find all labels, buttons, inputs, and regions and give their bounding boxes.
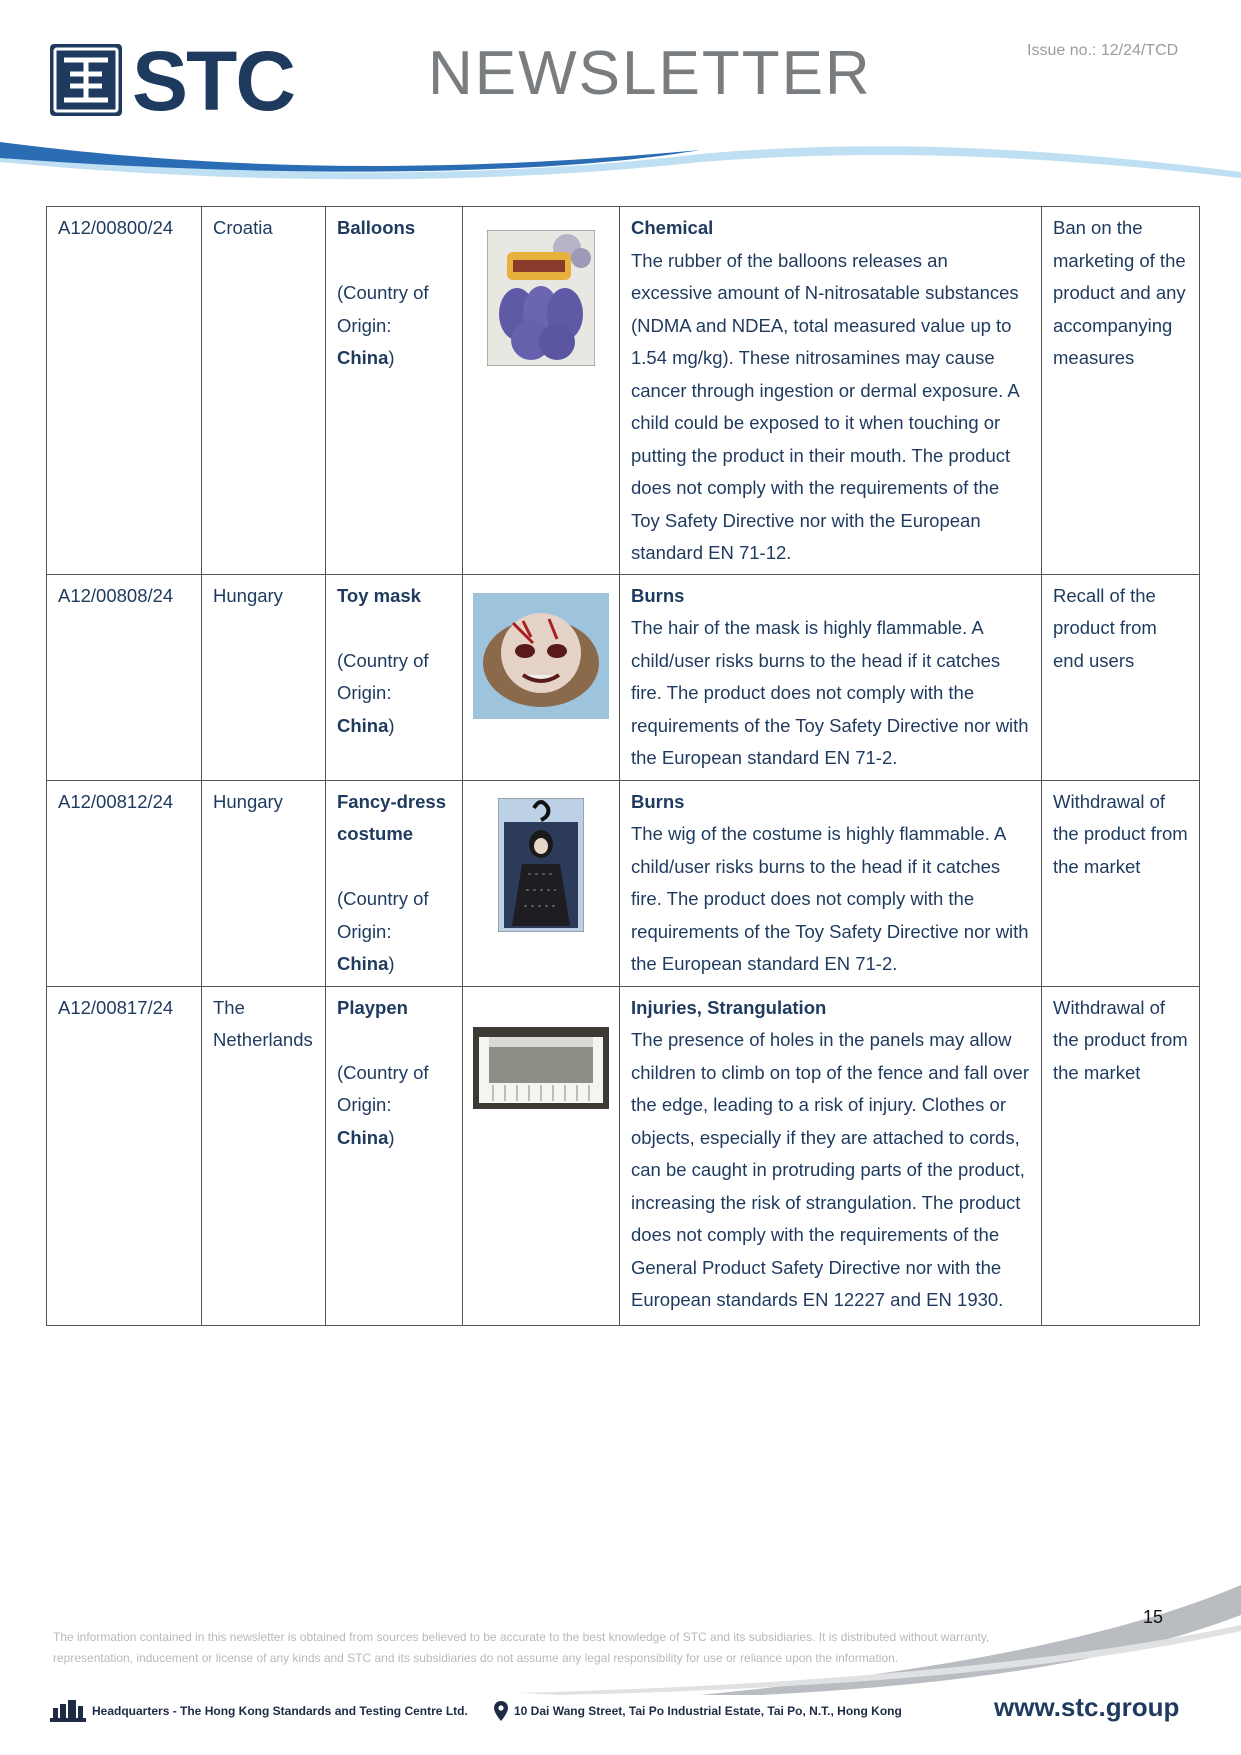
origin-prefix: (Country of Origin: xyxy=(337,649,429,703)
country-cell xyxy=(202,780,326,986)
origin-suffix: ) xyxy=(388,1126,395,1148)
origin-prefix: (Country of Origin: xyxy=(337,888,429,942)
issue-number: Issue no.: 12/24/TCD xyxy=(1027,42,1179,59)
country-cell xyxy=(202,207,326,575)
product-name: Fancy-dress costume xyxy=(337,790,446,844)
measures-cell xyxy=(1042,207,1200,575)
country-of-origin xyxy=(337,277,452,375)
product-name: Playpen xyxy=(337,996,408,1018)
website-link[interactable]: www.stc.group xyxy=(994,1692,1180,1722)
risk-type: Chemical xyxy=(631,217,714,238)
table-row xyxy=(47,780,1200,986)
location-pin-icon xyxy=(494,1701,508,1721)
address xyxy=(494,1698,902,1724)
reference-cell xyxy=(47,207,202,575)
country-of-origin xyxy=(337,1057,452,1155)
origin-prefix: (Country of Origin: xyxy=(337,1061,429,1115)
recall-table xyxy=(46,206,1199,1326)
reference-number: A12/00800/24 xyxy=(58,217,174,238)
country-cell xyxy=(202,986,326,1325)
risk-cell xyxy=(620,986,1042,1325)
risk-type: Burns xyxy=(631,584,685,606)
headquarters xyxy=(50,1698,468,1724)
reference-cell xyxy=(47,986,202,1325)
risk-description: The wig of the costume is highly flammable. A child/user risks burns to the head if it catches fire. The product does not comply with the requirements of the Toy Safety Directive nor with the European standard EN 71-2. xyxy=(631,823,1029,974)
measures-taken: Ban on the marketing of the product and any accompanying measures xyxy=(1053,217,1186,368)
product-cell xyxy=(326,986,463,1325)
toy-mask-photo xyxy=(473,593,609,730)
country-of-origin xyxy=(337,883,452,981)
risk-cell xyxy=(620,207,1042,575)
disclaimer-text: The information contained in this newsletter is obtained from sources believed to be accurate to the best knowledge of STC and its subsidiaries. It is distributed without warranty, representation, inducement or license of any kinds and STC and its subsidiaries do not assume any legal responsibility for use or reliance upon the information. xyxy=(53,1630,990,1665)
notifying-country: Hungary xyxy=(213,790,283,812)
measures-cell xyxy=(1042,986,1200,1325)
origin-country: China xyxy=(337,347,389,368)
product-name: Balloons xyxy=(337,217,416,238)
table-row xyxy=(47,574,1200,780)
page-number: 15 xyxy=(1143,1607,1164,1627)
reference-cell xyxy=(47,574,202,780)
reference-number: A12/00808/24 xyxy=(58,584,174,606)
notifying-country: Croatia xyxy=(213,217,273,238)
image-cell xyxy=(463,986,620,1325)
origin-suffix: ) xyxy=(388,347,395,368)
balloons-package-photo xyxy=(487,230,595,377)
image-cell xyxy=(463,780,620,986)
risk-cell xyxy=(620,574,1042,780)
table-row xyxy=(47,207,1200,575)
newsletter-title: NEWSLETTER xyxy=(428,39,872,108)
building-icon xyxy=(50,1700,86,1722)
measures-cell xyxy=(1042,574,1200,780)
reference-cell xyxy=(47,780,202,986)
country-cell xyxy=(202,574,326,780)
origin-country: China xyxy=(337,714,389,736)
measures-taken: Withdrawal of the product from the market xyxy=(1053,790,1188,877)
notifying-country: Hungary xyxy=(213,584,283,606)
product-cell xyxy=(326,780,463,986)
product-cell xyxy=(326,207,463,575)
measures-taken: Withdrawal of the product from the market xyxy=(1053,996,1188,1083)
risk-cell xyxy=(620,780,1042,986)
image-cell xyxy=(463,574,620,780)
country-of-origin xyxy=(337,645,452,743)
header-swoosh xyxy=(0,140,1241,200)
risk-type: Burns xyxy=(631,790,685,812)
product-name: Toy mask xyxy=(337,584,421,606)
address-text: 10 Dai Wang Street, Tai Po Industrial Estate, Tai Po, N.T., Hong Kong xyxy=(514,1704,902,1718)
reference-number: A12/00817/24 xyxy=(58,996,174,1018)
risk-type: Injuries, Strangulation xyxy=(631,996,827,1018)
risk-description: The hair of the mask is highly flammable. A child/user risks burns to the head if it catches fire. The product does not comply with the requirements of the Toy Safety Directive nor with the European standard EN 71-2. xyxy=(631,617,1029,768)
measures-cell xyxy=(1042,780,1200,986)
risk-description: The presence of holes in the panels may allow children to climb on top of the fence and fall over the edge, leading to a risk of injury. Clothes or objects, especially if they are attached to cords, can be caught in protruding parts of the product, increasing the risk of strangulation. The product does not comply with the requirements of the General Product Safety Directive nor with the European standards EN 12227 and EN 1930. xyxy=(631,1029,1029,1310)
headquarters-text: Headquarters - The Hong Kong Standards and Testing Centre Ltd. xyxy=(92,1704,468,1718)
origin-country: China xyxy=(337,953,389,974)
reference-number: A12/00812/24 xyxy=(58,790,174,812)
table-row xyxy=(47,986,1200,1325)
product-cell xyxy=(326,574,463,780)
page-header xyxy=(0,0,1241,200)
costume-photo xyxy=(498,798,584,943)
measures-taken: Recall of the product from end users xyxy=(1053,584,1157,671)
notifying-country: The Netherlands xyxy=(213,996,313,1050)
playpen-photo xyxy=(473,1027,609,1120)
origin-suffix: ) xyxy=(388,714,395,736)
origin-suffix: ) xyxy=(388,953,395,974)
image-cell xyxy=(463,207,620,575)
origin-country: China xyxy=(337,1126,389,1148)
risk-description: The rubber of the balloons releases an excessive amount of N-nitrosatable substances (NDMA and NDEA, total measured value up to 1.54 mg/kg). These nitrosamines may cause cancer through ingestion or dermal exposure. A child could be exposed to it when touching or putting the product in their mouth. The product does not comply with the requirements of the Toy Safety Directive nor with the European standard EN 71-12. xyxy=(631,249,1019,563)
logo-wordmark: STC xyxy=(132,44,294,126)
origin-prefix: (Country of Origin: xyxy=(337,282,429,336)
stc-logo xyxy=(50,44,355,126)
